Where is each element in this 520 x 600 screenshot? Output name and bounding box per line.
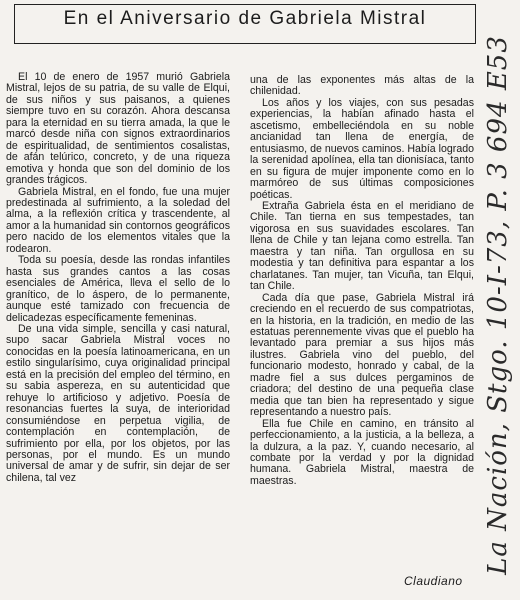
paragraph: Cada día que pase, Gabriela Mistral irá creciendo en el recuerdo de sus compatriotas, en la historia, en la tradición, en medio de las estatuas perennemente vivas que el pueblo ha levantado para premiar a sus hijos más ilustres. Gabriela vino del pueblo, del funcionario modesto, honrado y cabal, de la madre fiel a sus dulces pergaminos de criadora; del destino de una pequeña clase media que tan bien ha representado y sigue representando a nuestro país. xyxy=(250,291,474,419)
paragraph: El 10 de enero de 1957 murió Gabriela Mistral, lejos de su patria, de su valle de Elqui, de sus niños y sus paisanos, a quienes siempre tuvo en su corazón. Ahora descansa para la eternidad en su tierra amada, la que le marcó desde niña con signos extraordinarios de espiritualidad, de sentimientos cosalistas, de afán telúrico, concreto, y de una riqueza emotiva y honda que son del dominio de los grandes trágicos. xyxy=(6,71,230,187)
title-rule xyxy=(14,43,476,44)
paragraph-continuation: una de las exponentes más altas de la chilenidad. xyxy=(250,74,474,98)
paragraph: Ella fue Chile en camino, en tránsito al perfeccionamiento, a la justicia, a la belleza, a la dulzura, a la paz. Y, cuando necesario, al combate por la verdad y por la dignidad humana. Gabriela Mistral, maestra de maestras. xyxy=(250,417,474,487)
paragraph: Extraña Gabriela ésta en el meridiano de Chile. Tan tierna en sus tempestades, tan vigorosa en sus suavidades escolares. Tan llena de Chile y tan lejana como estrella. Tan maestra y tan niña. Tan orgullosa en su modestia y tan definitiva para espantar a los charlatanes. Tan mujer, tan Vicuña, tan Elqui, tan Chile. xyxy=(250,199,474,293)
handwritten-annotation xyxy=(476,20,520,590)
article-title: En el Aniversario de Gabriela Mistral xyxy=(63,8,427,29)
paragraph: De una vida simple, sencilla y casi natural, supo sacar Gabriela Mistral voces no conocidas en la poesía latinoamericana, en un estilo singularísimo, cuya originalidad principal está en la precisión del empleo del término, en su sabia aspereza, en su autenticidad que rehuye lo artificioso y adjetivo. Poesía de resonancias fuertes la suya, de interioridad consumiéndose en perpetua vigilia, de contemplación en contemplación, de sufrimiento por ella, por los objetos, por las personas, por el mundo. Es un mundo universal de amar y de sufrir, sin dejar de ser chilena, tal vez xyxy=(6,322,230,484)
paragraph: Toda su poesía, desde las rondas infantiles hasta sus grandes cantos a las cosas esenciales de América, lleva el sello de lo granítico, de lo áspero, de lo permanente, aunque esté tamizado con frecuencia de delicadezas específicamente femeninas. xyxy=(6,254,230,324)
left-column xyxy=(6,72,230,484)
author-signature: Claudiano xyxy=(404,574,463,588)
paragraph: Gabriela Mistral, en el fondo, fue una mujer predestinada al sufrimiento, a la soledad del alma, a la reflexión crítica y trascendente, al amor a la humanidad sin contornos geográficos pero nacido de los elementos vitales que la rodearon. xyxy=(6,185,230,255)
handwritten-note-text: La Nación, Stgo. 10-I-73, P. 3 694 E53 xyxy=(483,35,513,575)
right-column xyxy=(250,75,474,487)
paragraph: Los años y los viajes, con sus pesadas experiencias, la habían afinado hasta el ascetismo, embelleciéndola en su noble ancianidad tan llena de energía, de entusiasmo, de nuevos caminos. Había logrado la serenidad apolínea, ella tan dionisíaca, tanto en su figura de mujer imponente como en lo marmóreo de sus últimas composiciones poéticas. xyxy=(250,96,474,201)
